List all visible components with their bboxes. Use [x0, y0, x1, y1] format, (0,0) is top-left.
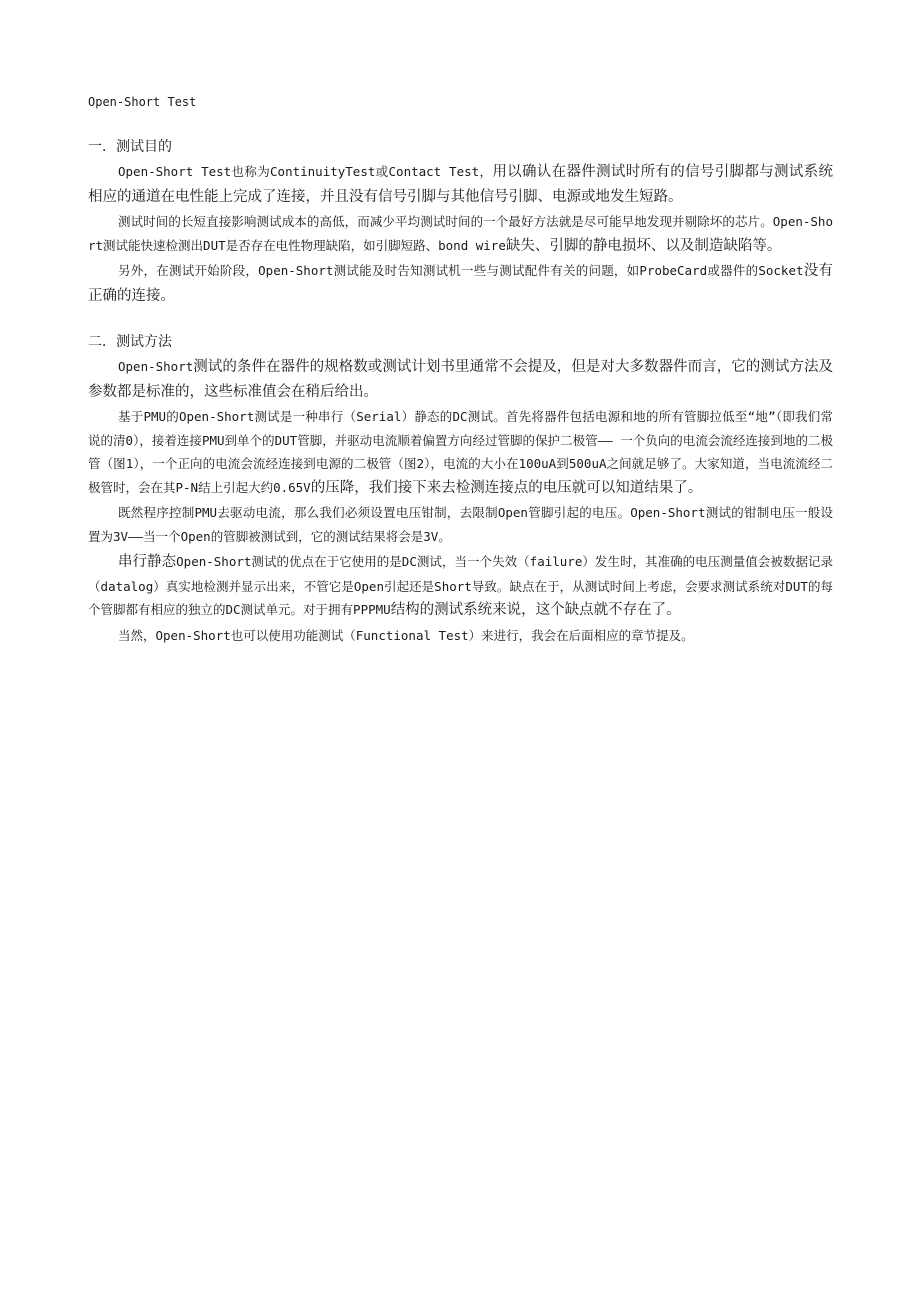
paragraph-text-large: 缺失、引脚的静电损坏、以及制造缺陷等。 [505, 237, 782, 254]
section-heading-purpose: 一．测试目的 [88, 139, 172, 155]
paragraph [88, 355, 833, 404]
paragraph [88, 624, 833, 649]
paragraph [88, 160, 833, 209]
paragraph-text: 测试时间的长短直接影响测试成本的高低，而减少平均测试时间的一个最好方法就是尽可能早地发现并剔除坏的芯片。Open-Short测试能快速检测出DUT是否存在电性物理缺陷，如引脚短路、bond wire [88, 214, 833, 253]
paragraph-text: 当然，Open-Short也可以使用功能测试（Functional Test）来进行，我会在后面相应的章节提及。 [118, 627, 694, 643]
paragraph-text-large: 的压降，我们接下来去检测连接点的电压就可以知道结果了。 [310, 479, 703, 496]
document-title: Open-Short Test [88, 95, 197, 109]
paragraph-lead: 串行静态 [118, 554, 177, 570]
paragraph-text-large: 结构的测试系统来说，这个缺点就不存在了。 [390, 602, 681, 618]
paragraph-text: 既然程序控制PMU去驱动电流，那么我们必须设置电压钳制，去限制Open管脚引起的电压。Open-Short测试的钳制电压一般设置为3V——当一个Open的管脚被测试到，它的测试结果将会是3V。 [88, 505, 833, 544]
paragraph-text-large: 测试的条件在器件的规格数或测试计划书里通常不会提及，但是对大多数器件而言，它的测试方法及参数都是标准的，这些标准值会在稍后给出。 [88, 359, 833, 400]
paragraph-text-large: 用以确认在器件测试时所有的信号引脚都与测试系统相应的通道在电性能上完成了连接，并且没有信号引脚与其他信号引脚、电源或地发生短路。 [88, 164, 834, 205]
paragraph-text: Open-Short Test也称为ContinuityTest或Contact Test， [118, 164, 493, 179]
paragraph [88, 259, 833, 308]
paragraph [88, 210, 833, 258]
paragraph [88, 550, 833, 623]
paragraph-text: Open-Short测试的优点在于它使用的是DC测试，当一个失效（failure）发生时，其准确的电压测量值会被数据记录（datalog）真实地检测并显示出来，不管它是Open引起还是Short导致。缺点在于，从测试时间上考虑，会要求测试系统对DUT的每个管脚都有相应的独立的DC测试单元。对于拥有PPPMU [88, 554, 834, 617]
paragraph-text: 另外，在测试开始阶段，Open-Short测试能及时告知测试机一些与测试配件有关的问题，如ProbeCard或器件的Socket [118, 263, 804, 278]
paragraph-text: 基于PMU的Open-Short测试是一种串行（Serial）静态的DC测试。首先将器件包括电源和地的所有管脚拉低至“地”（即我们常说的清0），接着连接PMU到单个的DUT管脚，并驱动电流顺着偏置方向经过管脚的保护二极管—— 一个负向的电流会流经连接到地的二极管（图1），一个正向的电流会流经连接到电源的二极管（图2），电流的大小在100uA到500uA之间就足够了。大家知道，当电流流经二极管时，会在其P-N结上引起大约0.65V [88, 409, 833, 495]
paragraph [88, 405, 833, 500]
paragraph [88, 501, 833, 549]
section-spacer [88, 309, 833, 331]
section-heading-method: 二．测试方法 [88, 334, 172, 350]
document-page [88, 92, 833, 649]
paragraph-text: Open-Short [118, 359, 194, 374]
paragraph-text-large: 没有正确的连接。 [88, 263, 833, 304]
